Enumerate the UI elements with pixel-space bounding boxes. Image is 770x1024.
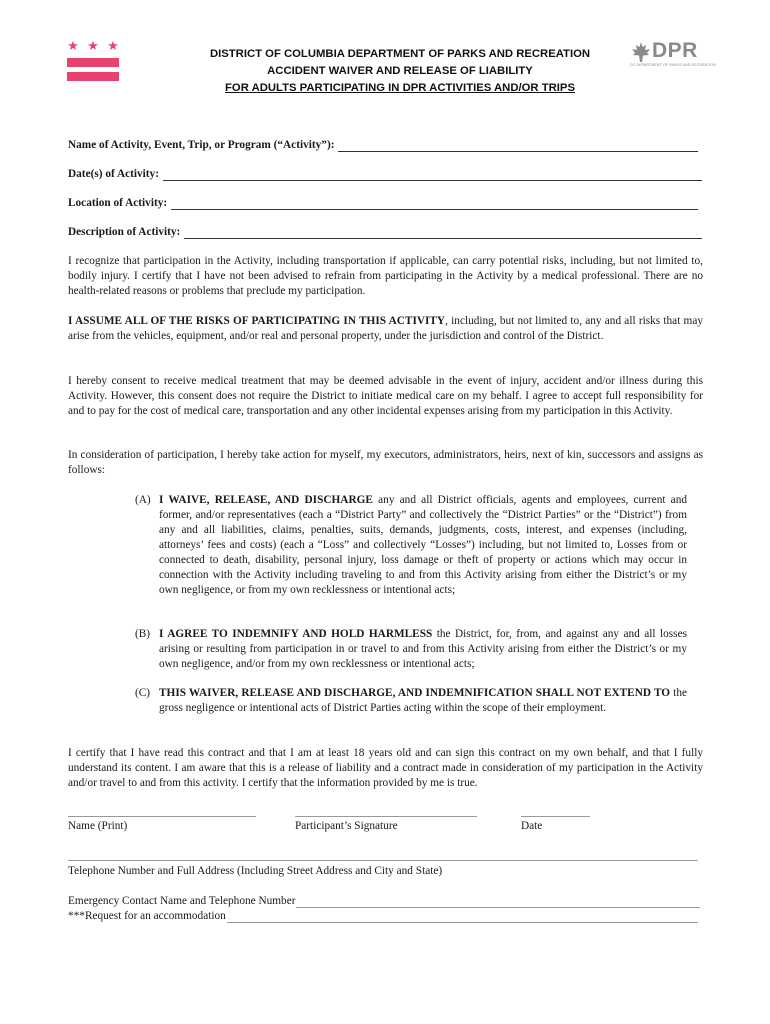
activity-name-line[interactable] — [338, 140, 698, 152]
clause-c — [135, 686, 687, 716]
activity-dates-line[interactable] — [163, 169, 702, 181]
emergency-contact-field[interactable] — [68, 894, 700, 908]
flag-star-icon: ★ — [107, 39, 119, 54]
telephone-address-line[interactable] — [68, 860, 698, 861]
dpr-logo — [630, 39, 716, 71]
clause-b — [135, 627, 687, 672]
accommodation-request-label: ***Request for an accommodation — [68, 910, 226, 922]
clause-b-label: (B) — [135, 628, 151, 640]
dpr-logo-subtext: DC DEPARTMENT OF PARKS AND RECREATION — [630, 63, 716, 67]
activity-dates-field[interactable] — [68, 167, 702, 181]
activity-name-label: Name of Activity, Event, Trip, or Program (“Activity”): — [68, 139, 335, 151]
date-label: Date — [521, 820, 543, 832]
maple-leaf-icon — [630, 41, 652, 63]
date-line[interactable] — [521, 816, 590, 817]
risk-acknowledgement-paragraph: I recognize that participation in the Activity, including transportation if applicable, can carry potential risks, including, but not limited to, bodily injury. I certify that I have not been advised to refrain from participating in the Activity by a medical professional. There are no health-related reasons or problems that preclude my participation. — [68, 255, 703, 297]
clause-a — [135, 493, 687, 598]
accommodation-request-field[interactable] — [68, 909, 698, 923]
medical-consent-paragraph: I hereby consent to receive medical treatment that may be deemed advisable in the event of injury, accident and/or illness during this Activity. However, this consent does not require the District to initiate medical care on my behalf. I agree to accept full responsibility for and to pay for the cost of medical care, transportation and any other incidental expenses arising from my participation in this Activity. — [68, 375, 703, 417]
certification-paragraph: I certify that I have read this contract and that I am at least 18 years old and can sign this contract on my own behalf, and that I fully understand its content. I am aware that this is a release of liability and a contract made in consideration of my participation in the Activity and/or travel to and from this activity. I certify that the information provided by me is true. — [68, 747, 703, 789]
flag-star-icon: ★ — [67, 39, 79, 54]
activity-dates-label: Date(s) of Activity: — [68, 168, 159, 180]
activity-location-line[interactable] — [171, 198, 698, 210]
activity-location-field[interactable] — [68, 196, 698, 210]
flag-bar-top — [67, 58, 119, 67]
emergency-contact-line[interactable] — [296, 896, 700, 908]
activity-name-field[interactable] — [68, 138, 698, 152]
clause-c-text: the gross negligence or intentional acts of District Parties acting within the scope of their employment. — [159, 687, 687, 714]
accommodation-request-line[interactable] — [227, 911, 698, 923]
assumption-of-risk-paragraph — [68, 314, 703, 344]
activity-description-label: Description of Activity: — [68, 226, 181, 238]
activity-description-line[interactable] — [184, 227, 702, 239]
clause-a-heading: I WAIVE, RELEASE, AND DISCHARGE — [159, 494, 373, 506]
signature-line[interactable] — [295, 816, 477, 817]
header-title-agency: DISTRICT OF COLUMBIA DEPARTMENT OF PARKS AND RECREATION — [209, 48, 591, 60]
telephone-address-label: Telephone Number and Full Address (Including Street Address and City and State) — [68, 865, 443, 877]
clause-a-text: any and all District officials, agents and employees, current and former, and/or representatives (each a “District Party” and collectively the “District Parties” or the “District”) from any and all liabilities, claims, penalties, suits, demands, judgments, costs, interest, and expenses (including, attorneys’ fees and costs) (each a “Loss” and collectively “Losses”) including, but not limited to, Losses from or connected to death, disability, personal injury, loss damage or theft of property or actions which may occur in connection with the Activity including traveling to and from this Activity arising from either the District’s or my own negligence, or from my own recklessness or intentional acts; — [159, 494, 687, 596]
assumption-of-risk-text: , including, but not limited to, any and all risks that may arise from the vehicles, equipment, and/or real and personal property, under the jurisdiction and control of the District. — [68, 315, 703, 342]
clause-c-label: (C) — [135, 687, 151, 699]
header-title-audience: FOR ADULTS PARTICIPATING IN DPR ACTIVITIES AND/OR TRIPS — [225, 82, 575, 94]
activity-location-label: Location of Activity: — [68, 197, 168, 209]
clause-a-label: (A) — [135, 494, 151, 506]
clause-b-text: the District, for, from, and against any and all losses arising or resulting from participation in or travel to and from this Activity arising from either the District’s or my own negligence, and/or from my own recklessness or intentional acts; — [159, 628, 687, 670]
consideration-paragraph: In consideration of participation, I hereby take action for myself, my executors, administrators, heirs, next of kin, successors and assigns as follows: — [68, 449, 703, 476]
header-title-form: ACCIDENT WAIVER AND RELEASE OF LIABILITY — [267, 65, 533, 77]
activity-description-field[interactable] — [68, 225, 702, 239]
clause-b-heading: I AGREE TO INDEMNIFY AND HOLD HARMLESS — [159, 628, 433, 640]
flag-star-icon: ★ — [87, 39, 99, 54]
dc-flag-logo — [67, 41, 119, 83]
emergency-contact-label: Emergency Contact Name and Telephone Number — [68, 895, 296, 907]
participant-signature-label: Participant’s Signature — [295, 820, 398, 832]
flag-bar-bottom — [67, 72, 119, 81]
dpr-logo-text: DPR — [652, 39, 698, 62]
assumption-of-risk-heading: I ASSUME ALL OF THE RISKS OF PARTICIPATING IN THIS ACTIVITY — [68, 315, 446, 327]
document-header — [150, 46, 650, 97]
name-print-label: Name (Print) — [68, 820, 128, 832]
name-print-line[interactable] — [68, 816, 256, 817]
clause-c-heading: THIS WAIVER, RELEASE AND DISCHARGE, AND INDEMNIFICATION SHALL NOT EXTEND TO — [159, 687, 671, 699]
